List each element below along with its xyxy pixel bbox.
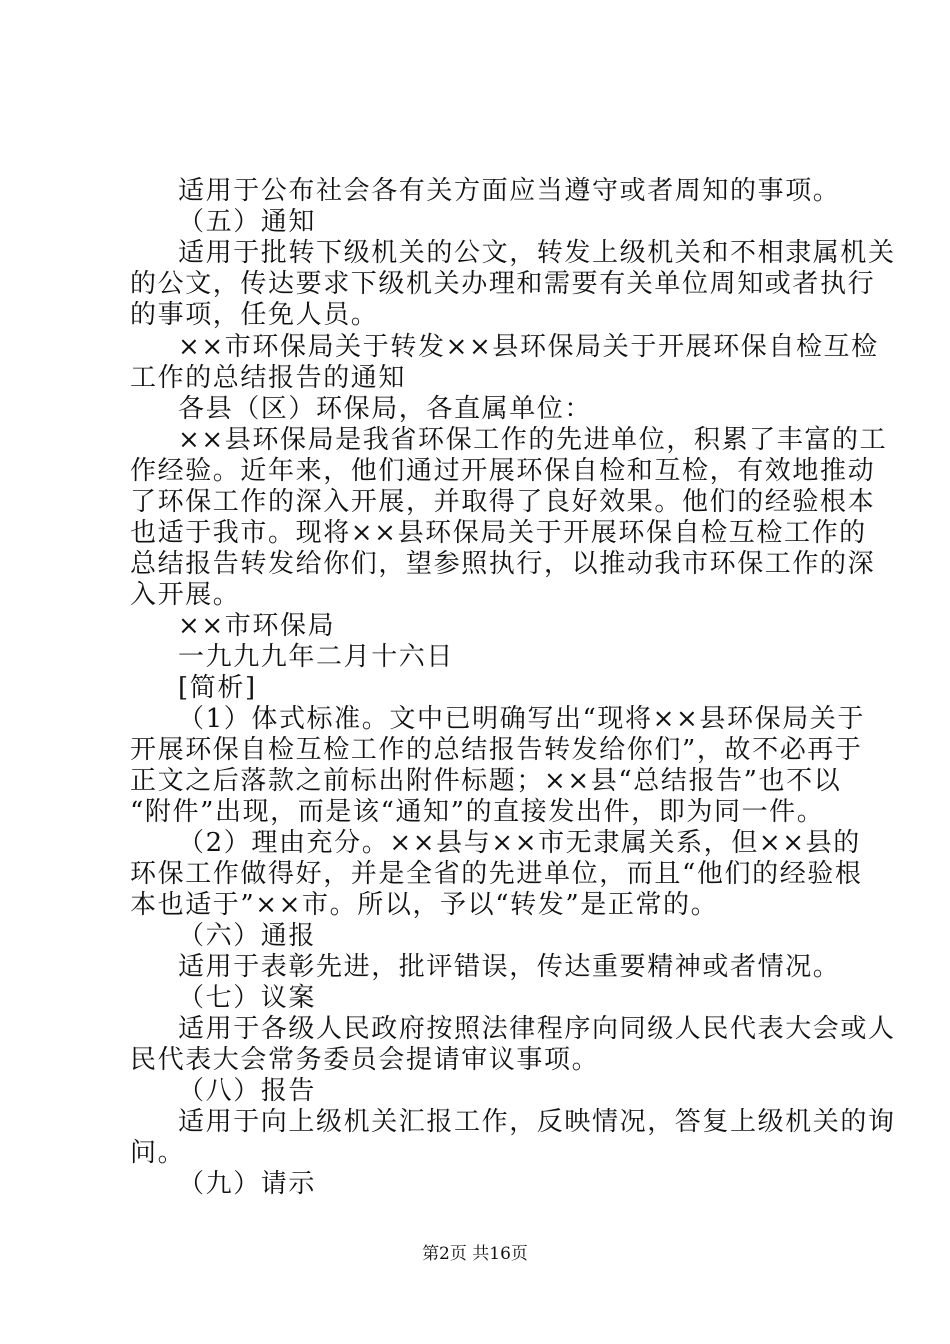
text-line: 适用于批转下级机关的公文，转发上级机关和不相隶属机关 [178, 238, 896, 268]
section-heading: （八）报告 [178, 1076, 317, 1106]
text-line: ××县环保局是我省环保工作的先进单位，积累了丰富的工 [178, 425, 888, 455]
text-line: 作经验。近年来，他们通过开展环保自检和互检，有效地推动 [130, 456, 876, 486]
section-heading: （五）通知 [178, 207, 317, 237]
analysis-heading: [简析] [178, 673, 257, 703]
text-line: 也适于我市。现将××县环保局关于开展环保自检互检工作的 [130, 518, 867, 548]
text-line: （2）理由充分。××县与××市无隶属关系，但××县的 [178, 828, 861, 858]
signature: ××市环保局 [178, 611, 336, 641]
text-line: 适用于公布社会各有关方面应当遵守或者周知的事项。 [178, 176, 841, 206]
notice-title: 工作的总结报告的通知 [130, 363, 407, 393]
notice-title: ××市环保局关于转发××县环保局关于开展环保自检互检 [178, 332, 879, 362]
text-line: 适用于向上级机关汇报工作，反映情况，答复上级机关的询 [178, 1107, 896, 1137]
text-line: 的事项，任免人员。 [130, 300, 379, 330]
section-heading: （九）请示 [178, 1169, 317, 1199]
text-line: 民代表大会常务委员会提请审议事项。 [130, 1045, 600, 1075]
recipients: 各县（区）环保局，各直属单位： [178, 394, 593, 424]
page-number: 第2页 共16页 [422, 1244, 528, 1264]
text-line: 的公文，传达要求下级机关办理和需要有关单位周知或者执行 [130, 269, 876, 299]
text-line: （1）体式标准。文中已明确写出“现将××县环保局关于 [178, 704, 866, 734]
text-line: 适用于各级人民政府按照法律程序向同级人民代表大会或人 [178, 1014, 896, 1044]
text-line: 入开展。 [130, 580, 241, 610]
section-heading: （六）通报 [178, 921, 317, 951]
text-line: 适用于表彰先进，批评错误，传达重要精神或者情况。 [178, 952, 841, 982]
text-line: 环保工作做得好，并是全省的先进单位，而且“他们的经验根 [130, 859, 863, 889]
text-line: 正文之后落款之前标出附件标题；××县“总结报告”也不以 [130, 766, 842, 796]
text-line: 了环保工作的深入开展，并取得了良好效果。他们的经验根本 [130, 487, 876, 517]
text-line: “附件”出现，而是该“通知”的直接发出件，即为同一件。 [130, 797, 825, 827]
date: 一九九九年二月十六日 [178, 642, 455, 672]
text-line: 问。 [130, 1138, 186, 1168]
text-line: 总结报告转发给你们，望参照执行，以推动我市环保工作的深 [130, 549, 876, 579]
text-line: 开展环保自检互检工作的总结报告转发给你们”，故不必再于 [130, 735, 863, 765]
section-heading: （七）议案 [178, 983, 317, 1013]
text-line: 本也适于”××市。所以，予以“转发”是正常的。 [130, 890, 719, 920]
